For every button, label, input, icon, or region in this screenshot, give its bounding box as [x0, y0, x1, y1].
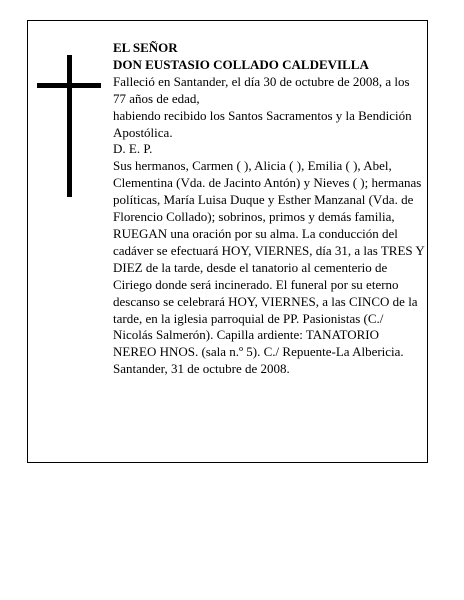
cross-vertical-bar	[67, 55, 72, 197]
sacraments-line: habiendo recibido los Santos Sacramentos y la Bendición Apostólica.	[113, 107, 412, 140]
notice-date: Santander, 31 de octubre de 2008.	[113, 361, 290, 377]
family-list: Sus hermanos, Carmen ( ), Alicia ( ), Emilia ( ), Abel, Clementina (Vda. de Jacinto Antón) y Nieves ( ); hermanas políticas, María Luisa Duque y Esther Manzanal (Vda. de Florencio Collado); sobrinos, primos y demás familia,	[113, 158, 422, 225]
notice-heading: EL SEÑOR	[113, 40, 178, 55]
cross-horizontal-bar	[37, 83, 101, 88]
rip-line: D. E. P.	[113, 141, 153, 157]
deceased-name: DON EUSTASIO COLLADO CALDEVILLA	[113, 56, 369, 72]
obituary-notice	[27, 20, 428, 463]
death-details: Falleció en Santander, el día 30 de octubre de 2008, a los 77 años de edad,	[113, 73, 410, 106]
obituary-text	[113, 40, 425, 378]
funeral-details: RUEGAN una oración por su alma. La conducción del cadáver se efectuará HOY, VIERNES, día 31, a las TRES Y DIEZ de la tarde, desde el tanatorio al cementerio de Ciriego donde será incinerado. El funeral por su eterno descanso se celebrará HOY, VIERNES, a las CINCO de la tarde, en la iglesia parroquial de PP. Pasionistas (C./ Nicolás Salmerón). Capilla ardiente: TANATORIO NEREO HNOS. (sala n.º 5). C./ Repuente-La Albericia.	[113, 225, 425, 360]
